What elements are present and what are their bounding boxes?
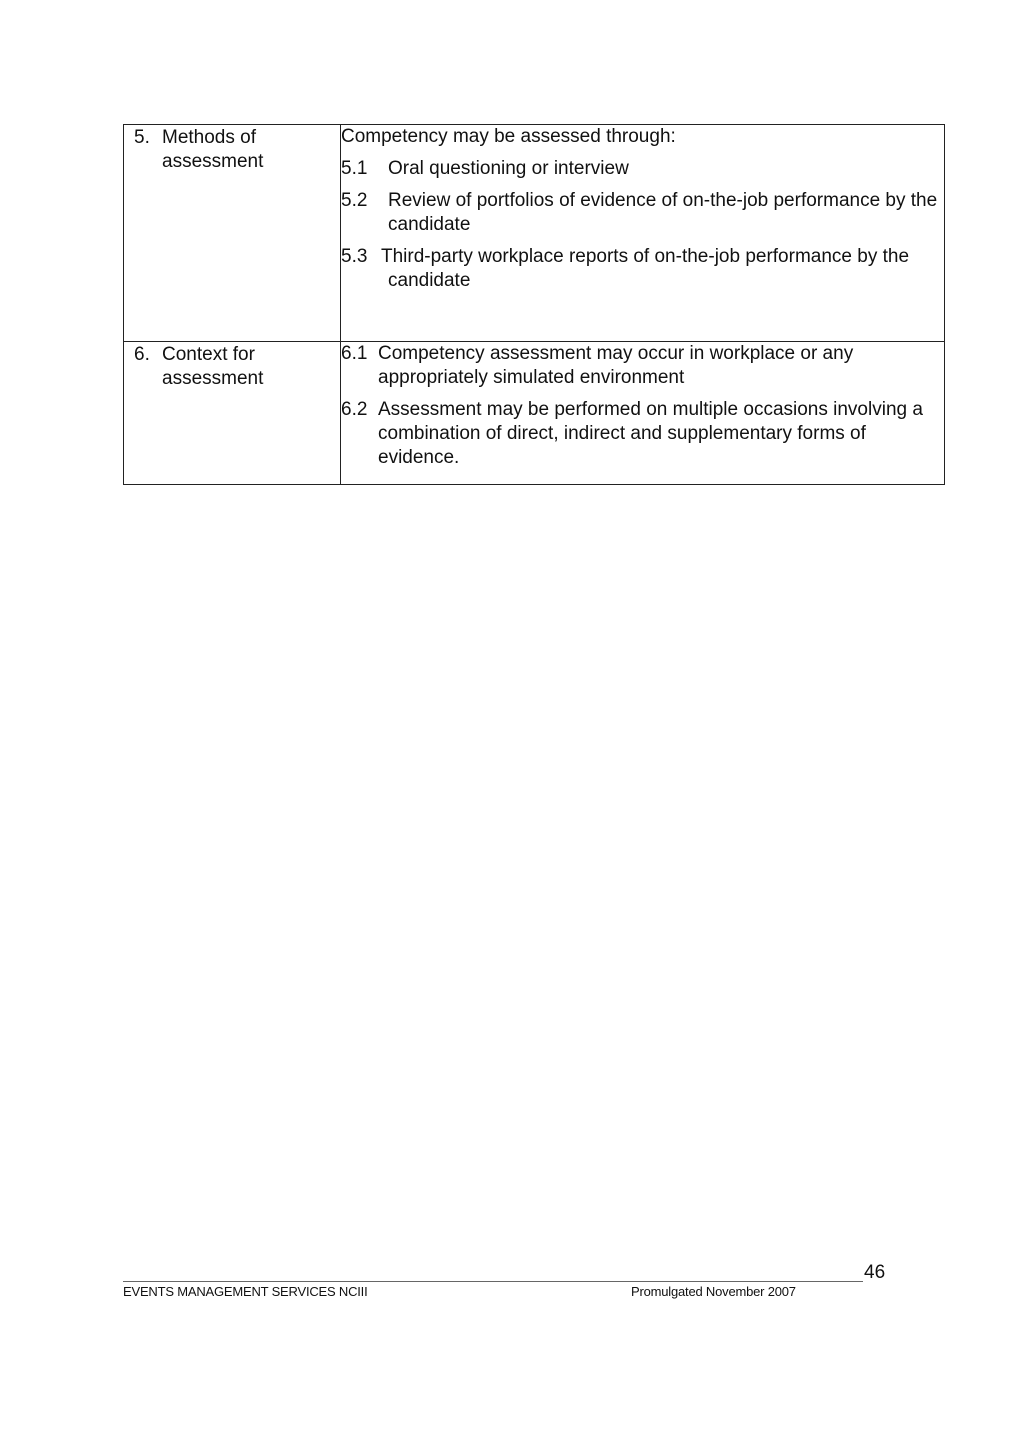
content-intro: Competency may be assessed through: [341, 126, 676, 147]
row-content-cell [341, 342, 945, 485]
page-number: 46 [864, 1262, 886, 1283]
row-label-text: Context for assessment [162, 344, 264, 389]
item-text: Review of portfolios of evidence of on-the-job performance by the candidate [388, 190, 938, 235]
item-text: Competency assessment may occur in workplace or any appropriately simulated environment [378, 343, 854, 388]
item-number: 6.1 [341, 343, 368, 364]
item-number: 5.1 [341, 158, 368, 179]
table-row [124, 342, 945, 485]
item-text: Oral questioning or interview [388, 158, 629, 179]
list-item [341, 189, 944, 237]
row-label-text: Methods of assessment [162, 127, 264, 172]
list-item [341, 245, 944, 293]
list-item [341, 398, 944, 470]
evidence-guide-table [123, 124, 945, 485]
item-number: 5.3 [341, 246, 368, 267]
row-label-cell [124, 125, 341, 342]
row-label-number: 6. [134, 344, 150, 365]
row-label-cell [124, 342, 341, 485]
item-number: 5.2 [341, 190, 368, 211]
row-label-number: 5. [134, 127, 150, 148]
item-text: Assessment may be performed on multiple occasions involving a combination of direct, indirect and supplementary forms of evidence. [378, 399, 923, 468]
item-number: 6.2 [341, 399, 368, 420]
footer-promulgated: Promulgated November 2007 [631, 1284, 796, 1299]
list-item [341, 157, 944, 181]
table-row [124, 125, 945, 342]
item-text: Third-party workplace reports of on-the-job performance by the candidate [381, 246, 910, 291]
list-item [341, 342, 944, 390]
footer-title: EVENTS MANAGEMENT SERVICES NCIII [123, 1284, 368, 1299]
row-content-cell [341, 125, 945, 342]
footer-divider [123, 1281, 863, 1282]
